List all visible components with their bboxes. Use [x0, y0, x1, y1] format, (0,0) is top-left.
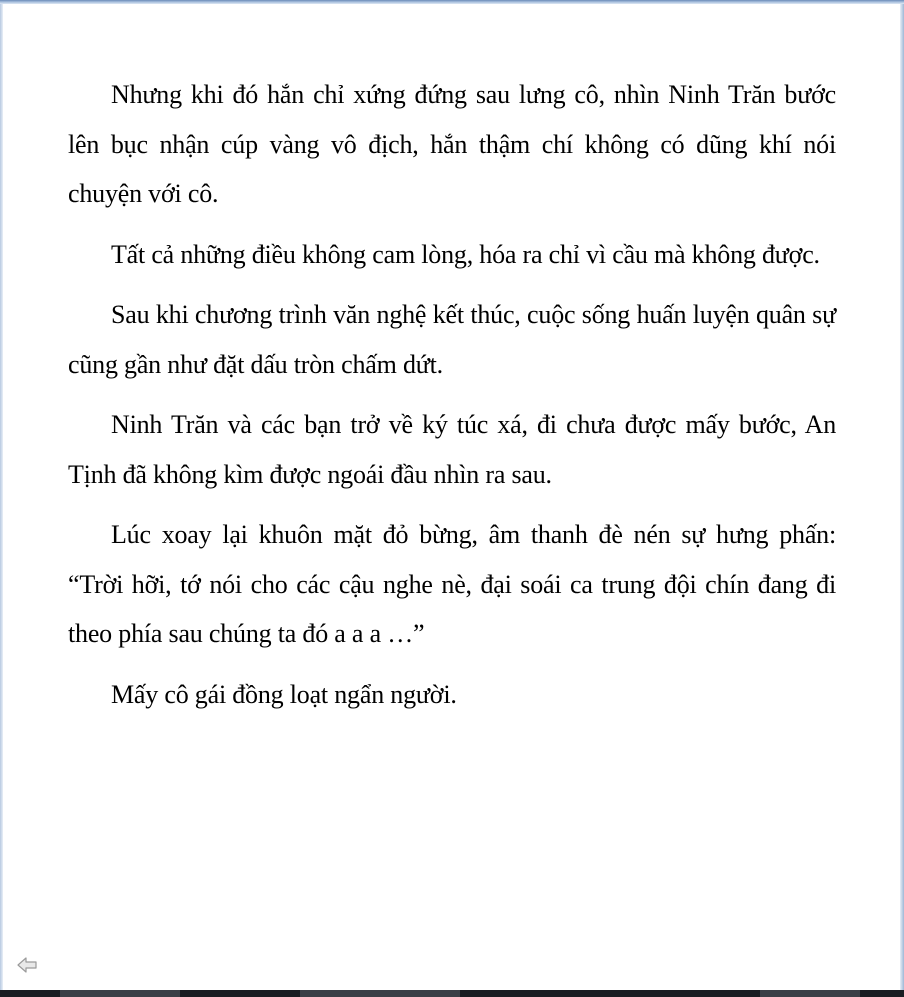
- paragraph-4: Ninh Trăn và các bạn trở về ký túc xá, đi chưa được mấy bước, An Tịnh đã không kìm được ngoái đầu nhìn ra sau.: [68, 410, 836, 489]
- window-left-border: [0, 4, 3, 990]
- taskbar-strip: [0, 990, 904, 997]
- paragraph-2: Tất cả những điều không cam lòng, hóa ra chỉ vì cầu mà không được.: [111, 239, 820, 269]
- paragraph-6: Mấy cô gái đồng loạt ngẩn người.: [111, 679, 457, 709]
- paragraph-3: Sau khi chương trình văn nghệ kết thúc, cuộc sống huấn luyện quân sự cũng gần như đặt dấu tròn chấm dứt.: [68, 300, 836, 379]
- taskbar-segment: [60, 990, 180, 997]
- window-top-border: [0, 0, 904, 4]
- back-arrow-icon[interactable]: [16, 955, 38, 975]
- document-page: [68, 70, 836, 730]
- taskbar-segment: [760, 990, 860, 997]
- window-right-border: [900, 4, 904, 990]
- paragraph-5: Lúc xoay lại khuôn mặt đỏ bừng, âm thanh đè nén sự hưng phấn: “Trời hỡi, tớ nói cho các cậu nghe nè, đại soái ca trung đội chín đang đi theo phía sau chúng ta đó a a a …”: [68, 520, 836, 648]
- paragraph-1: Nhưng khi đó hắn chỉ xứng đứng sau lưng cô, nhìn Ninh Trăn bước lên bục nhận cúp vàng vô địch, hắn thậm chí không có dũng khí nói chuyện với cô.: [68, 80, 836, 208]
- taskbar-segment: [300, 990, 460, 997]
